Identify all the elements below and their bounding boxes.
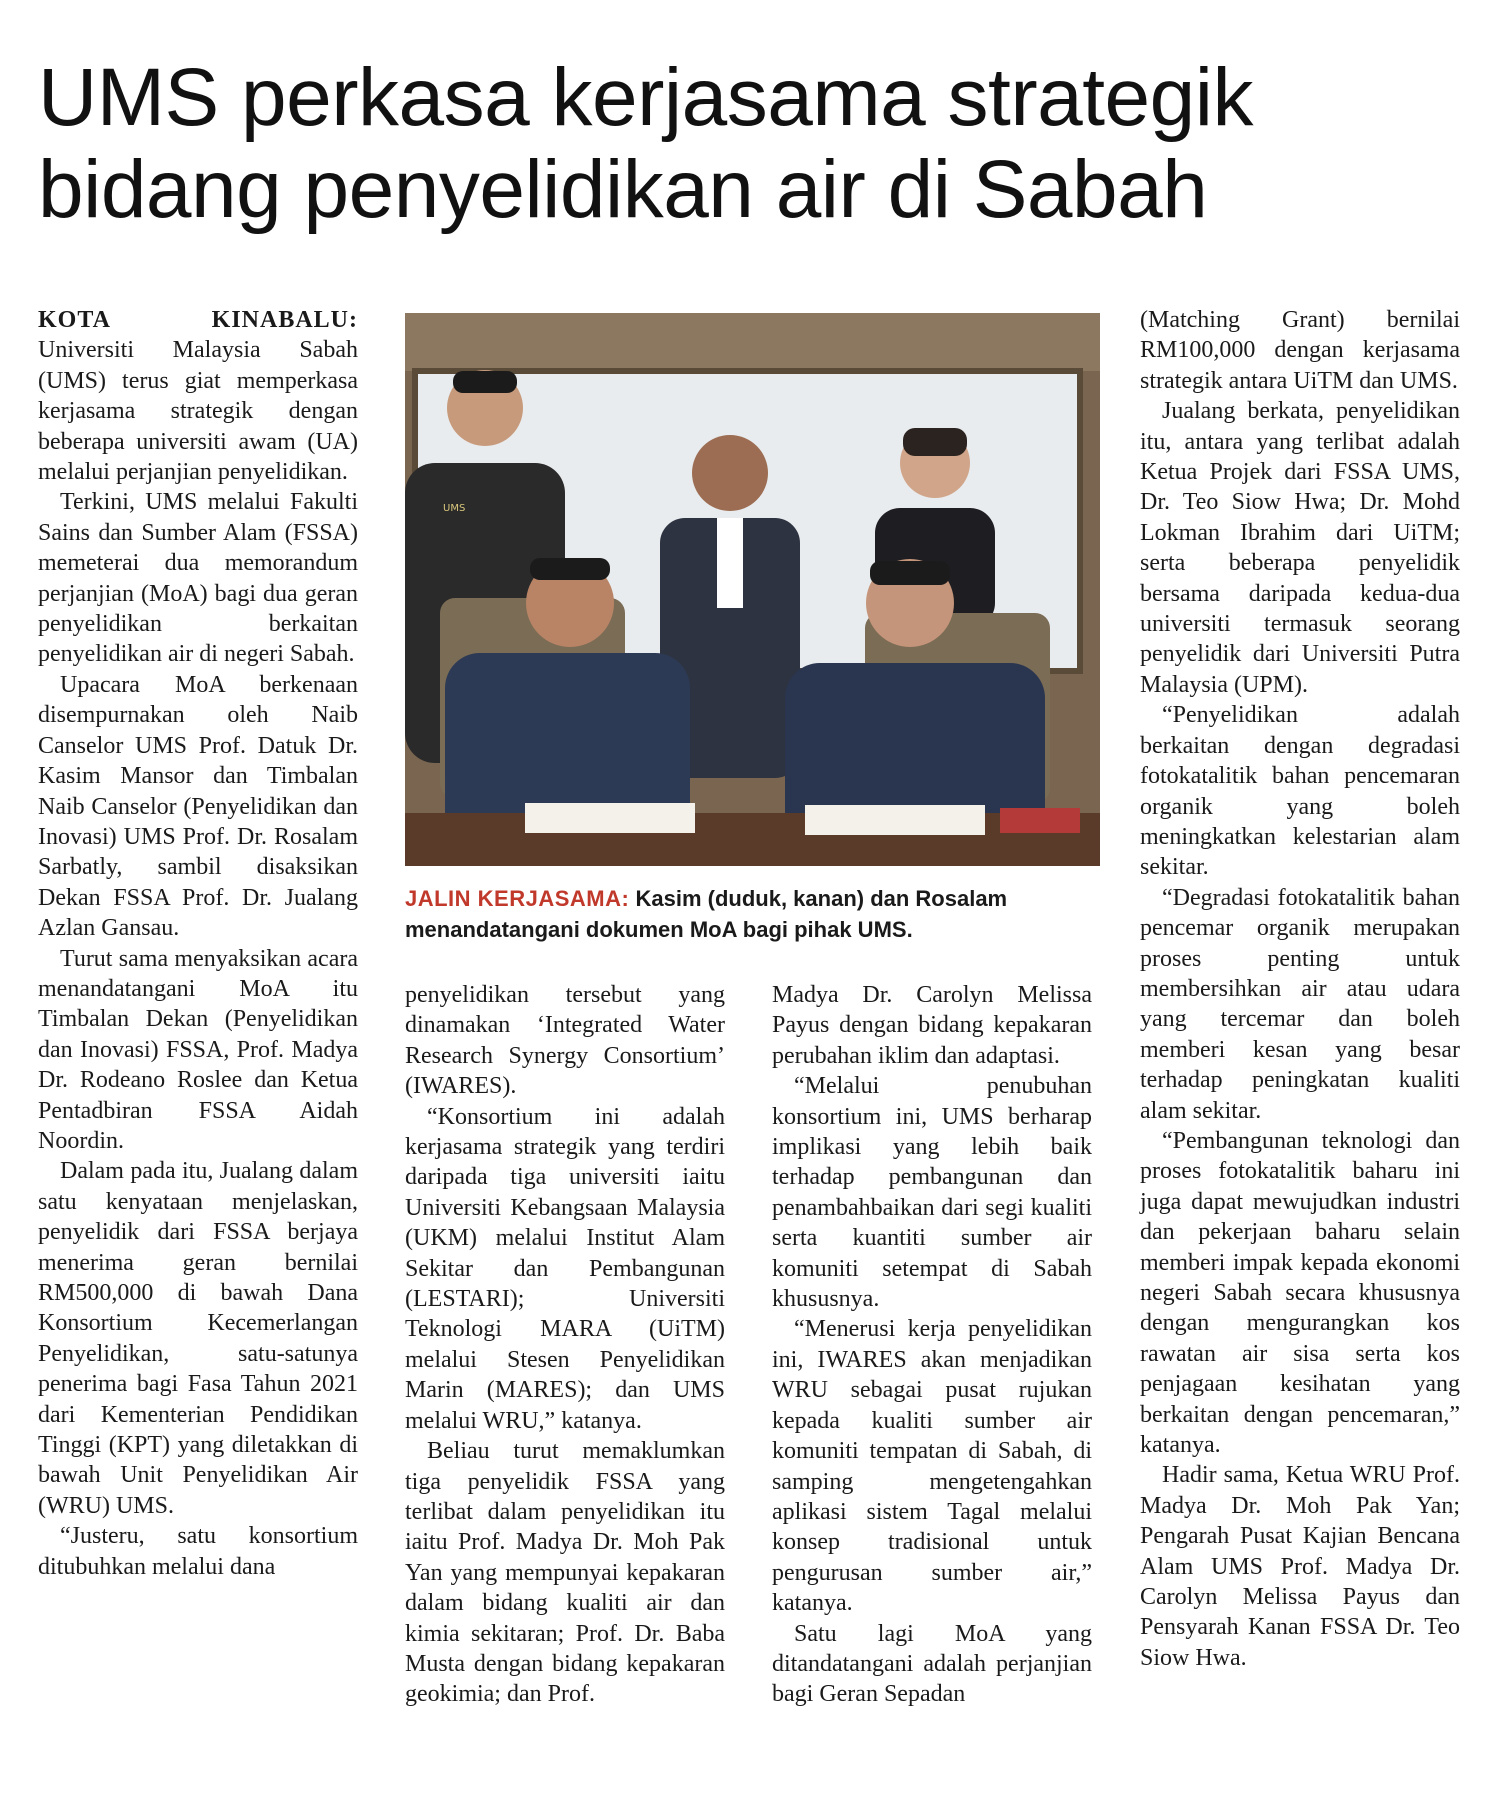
- article-paragraph: Madya Dr. Carolyn Melissa Payus dengan bidang kepakaran perubahan iklim dan adaptasi.: [772, 982, 1092, 1069]
- dateline: KOTA KINABALU:: [38, 307, 358, 333]
- article-paragraph: “Degradasi fotokatalitik bahan pencemar organik merupakan proses penting untuk membersihkan air atau udara yang tercemar dan boleh memberi kesan yang besar terhadap peningkatan kualiti alam sekitar.: [1140, 884, 1460, 1124]
- article-column-4: [1140, 305, 1460, 1673]
- article-paragraph: Beliau turut memaklumkan tiga penyelidik FSSA yang terlibat dalam penyelidikan itu iaitu Prof. Madya Dr. Moh Pak Yan yang mempunyai kepakaran dalam bidang kualiti air dan kimia sekitaran; Prof. Dr. Baba Musta dengan bidang kepakaran geokimia; dan Prof.: [405, 1438, 725, 1708]
- news-photo: [405, 313, 1100, 866]
- article-paragraph: penyelidikan tersebut yang dinamakan ‘Integrated Water Research Synergy Consortium’ (IWARES).: [405, 982, 725, 1100]
- article-column-1: [38, 305, 358, 1582]
- article-paragraph: [38, 305, 358, 487]
- caption-text: Kasim (duduk, kanan) dan Rosalam menandatangani dokumen MoA bagi pihak UMS.: [405, 886, 1008, 942]
- article-paragraph: Hadir sama, Ketua WRU Prof. Madya Dr. Moh Pak Yan; Pengarah Pusat Kajian Bencana Alam UMS Prof. Madya Dr. Carolyn Melissa Payus dan Pensyarah Kanan FSSA Dr. Teo Siow Hwa.: [1140, 1462, 1460, 1671]
- caption-kicker: JALIN KERJASAMA:: [405, 886, 630, 911]
- article-paragraph: Upacara MoA berkenaan disempurnakan oleh Naib Canselor UMS Prof. Datuk Dr. Kasim Mansor dan Timbalan Naib Canselor (Penyelidikan dan Inovasi) UMS Prof. Dr. Rosalam Sarbatly, sambil disaksikan Dekan FSSA Prof. Dr. Jualang Azlan Gansau.: [38, 671, 358, 942]
- headline-line-2: bidang penyelidikan air di Sabah: [38, 143, 1208, 235]
- article-paragraph: “Penyelidikan adalah berkaitan dengan degradasi fotokatalitik bahan pencemaran organik yang boleh meningkatkan kelestarian alam sekitar.: [1140, 702, 1460, 881]
- article-paragraph: “Pembangunan teknologi dan proses fotokatalitik baharu ini juga dapat mewujudkan industri dan pekerjaan baharu selain memberi impak kepada ekonomi negeri Sabah secara khususnya dengan mengurangkan kos rawatan air sisa serta kos penjagaan kesihatan yang berkaitan dengan pencemaran,” katanya.: [1140, 1127, 1460, 1459]
- article-column-2: [405, 980, 725, 1710]
- article-paragraph: Turut sama menyaksikan acara menandatangani MoA itu Timbalan Dekan (Penyelidikan dan Inovasi) FSSA, Prof. Madya Dr. Rodeano Roslee dan Ketua Pentadbiran FSSA Aidah Noordin.: [38, 945, 358, 1154]
- article-paragraph: “Menerusi kerja penyelidikan ini, IWARES akan menjadikan WRU sebagai pusat rujukan kepada kualiti sumber air komuniti tempatan di Sabah, di samping mengetengahkan aplikasi sistem Tagal melalui konsep tradisional untuk pengurusan sumber air,” katanya.: [772, 1316, 1092, 1617]
- article-paragraph: Jualang berkata, penyelidikan itu, antara yang terlibat adalah Ketua Projek dari FSSA UMS, Dr. Teo Siow Hwa; Dr. Mohd Lokman Ibrahim dari UiTM; serta beberapa penyelidik bersama daripada kedua-dua universiti termasuk seorang penyelidik dari Universiti Putra Malaysia (UPM).: [1140, 398, 1460, 698]
- headline-line-1: UMS perkasa kerjasama strategik: [38, 52, 1253, 143]
- article-paragraph: “Konsortium ini adalah kerjasama strategik yang terdiri daripada tiga universiti iaitu Universiti Kebangsaan Malaysia (UKM) melalui Institut Alam Sekitar dan Pembangunan (LESTARI); Universiti Teknologi MARA (UiTM) melalui Stesen Penyelidikan Marin (MARES); dan UMS melalui WRU,” katanya.: [405, 1103, 725, 1434]
- headline: [38, 52, 1468, 236]
- article-paragraph: Satu lagi MoA yang ditandatangani adalah perjanjian bagi Geran Sepadan: [772, 1620, 1092, 1708]
- article-paragraph: “Justeru, satu konsortium ditubuhkan melalui dana: [38, 1523, 358, 1580]
- article-paragraph: “Melalui penubuhan konsortium ini, UMS berharap implikasi yang lebih baik terhadap pembangunan dan penambahbaikan dari segi kualiti serta kuantiti sumber air komuniti setempat di Sabah khususnya.: [772, 1073, 1092, 1313]
- photo-signing-ceremony: [405, 313, 1100, 866]
- article-column-3: [772, 980, 1092, 1710]
- paragraph-text: Universiti Malaysia Sabah (UMS) terus giat memperkasa kerjasama strategik dengan beberapa universiti awam (UA) melalui perjanjian penyelidikan.: [38, 337, 358, 486]
- photo-caption: [405, 883, 1105, 945]
- article-paragraph: (Matching Grant) bernilai RM100,000 dengan kerjasama strategik antara UiTM dan UMS.: [1140, 307, 1460, 394]
- ums-logo-text: UMS: [443, 503, 466, 514]
- article-paragraph: Terkini, UMS melalui Fakulti Sains dan Sumber Alam (FSSA) memeterai dua memorandum perjanjian (MoA) bagi dua geran penyelidikan berkaitan penyelidikan air di negeri Sabah.: [38, 489, 358, 668]
- article-paragraph: Dalam pada itu, Jualang dalam satu kenyataan menjelaskan, penyelidik dari FSSA berjaya menerima geran bernilai RM500,000 di bawah Dana Konsortium Kecemerlangan Penyelidikan, satu-satunya penerima bagi Fasa Tahun 2021 dari Kementerian Pendidikan Tinggi (KPT) yang diletakkan di bawah Unit Penyelidikan Air (WRU) UMS.: [38, 1158, 358, 1519]
